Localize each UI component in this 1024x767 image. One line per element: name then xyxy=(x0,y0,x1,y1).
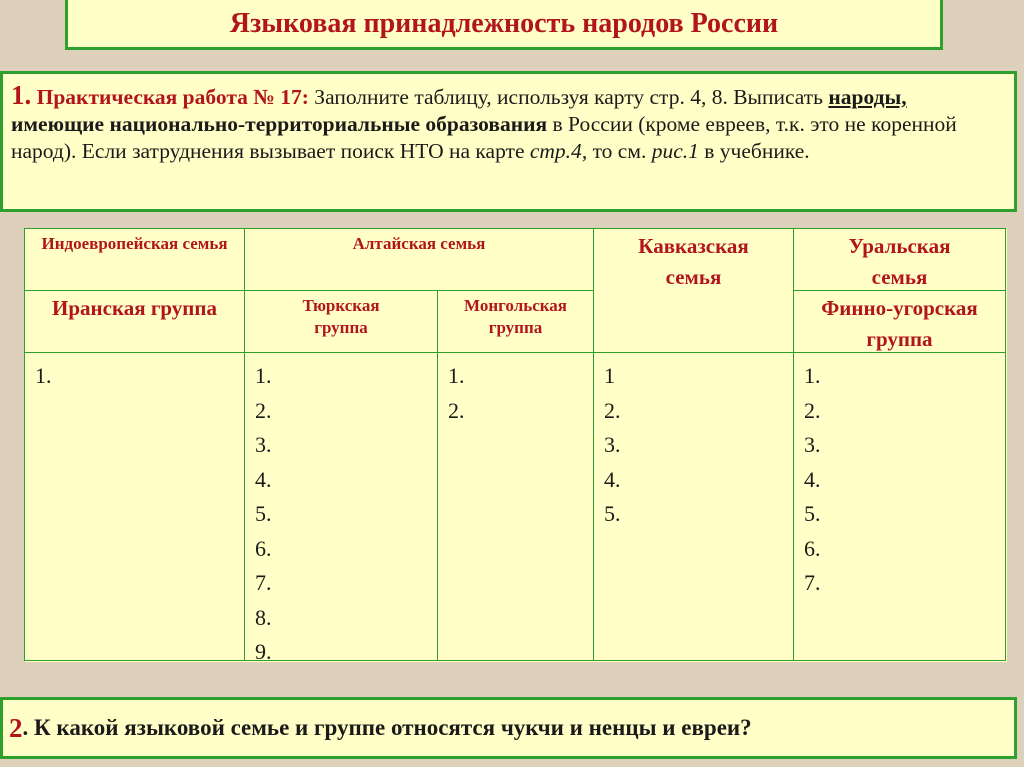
task-panel xyxy=(0,71,1017,212)
header-iranian-group: Иранская группа xyxy=(24,290,245,353)
list-item: 5. xyxy=(255,501,272,526)
task-text-continued: в России (кроме евреев, т.к. это не коренной народ). Если затруднения вызывает поиск НТО на карте xyxy=(11,112,957,163)
list-item: 3. xyxy=(255,432,272,457)
list-item: 9. xyxy=(255,639,272,664)
title-banner xyxy=(65,0,943,50)
task-number: 1. xyxy=(11,80,32,110)
list-item: 1. xyxy=(255,363,272,388)
task-instruction: Заполните таблицу, используя карту стр. 4, 8. Выписать xyxy=(308,85,823,109)
iranian-list xyxy=(25,353,244,394)
task-text-end: в учебнике. xyxy=(698,139,810,163)
column-caucasian xyxy=(593,352,794,661)
list-item: 1. xyxy=(35,363,52,388)
task-figure-ref: рис.1 xyxy=(651,139,699,163)
task-bold-text: имеющие национально-территориальные образования xyxy=(11,112,548,136)
mongolic-list xyxy=(438,353,593,428)
header-uralic: Уральская семья xyxy=(793,228,1006,291)
column-iranian xyxy=(24,352,245,661)
list-item: 2. xyxy=(804,397,821,423)
question-number: 2 xyxy=(9,712,23,743)
list-item: 4. xyxy=(604,466,621,492)
list-item: 5. xyxy=(804,501,821,526)
header-caucasian: Кавказская семья xyxy=(593,228,794,353)
list-item: 4. xyxy=(804,466,821,492)
caucasian-list xyxy=(594,353,793,532)
task-peoples: народы, xyxy=(828,85,907,109)
header-mongolic-group: Монгольская группа xyxy=(437,290,594,353)
column-mongolic xyxy=(437,352,594,661)
list-item: 8. xyxy=(255,604,272,630)
list-item: 4. xyxy=(255,466,272,492)
list-item: 5. xyxy=(604,501,621,526)
header-altaic: Алтайская семья xyxy=(244,228,594,291)
list-item: 2. xyxy=(255,397,272,423)
finno-ugric-list xyxy=(794,353,1005,601)
list-item: 1. xyxy=(448,363,465,388)
list-item: 1 xyxy=(604,363,615,388)
task-page-ref: стр.4 xyxy=(529,139,582,163)
header-finno-ugric-group: Финно-угорская группа xyxy=(793,290,1006,353)
question-text: . К какой языковой семье и группе относятся чукчи и ненцы и евреи? xyxy=(22,715,752,740)
header-turkic-group: Тюркская группа xyxy=(244,290,438,353)
task-text-see: , то см. xyxy=(581,139,652,163)
header-indo-european: Индоевропейская семья xyxy=(24,228,245,291)
task-heading: Практическая работа № 17: xyxy=(36,85,309,109)
column-turkic xyxy=(244,352,438,664)
list-item: 7. xyxy=(804,570,821,595)
list-item: 1. xyxy=(804,363,821,388)
list-item: 6. xyxy=(255,535,272,561)
language-table xyxy=(25,229,1007,662)
list-item: 3. xyxy=(604,432,621,457)
list-item: 6. xyxy=(804,535,821,561)
page-title: Языковая принадлежность народов России xyxy=(229,7,779,39)
question-panel xyxy=(0,697,1017,759)
list-item: 3. xyxy=(804,432,821,457)
list-item: 7. xyxy=(255,570,272,595)
list-item: 2. xyxy=(448,397,465,423)
list-item: 2. xyxy=(604,397,621,423)
column-finno-ugric xyxy=(793,352,1006,661)
turkic-list xyxy=(245,353,437,670)
